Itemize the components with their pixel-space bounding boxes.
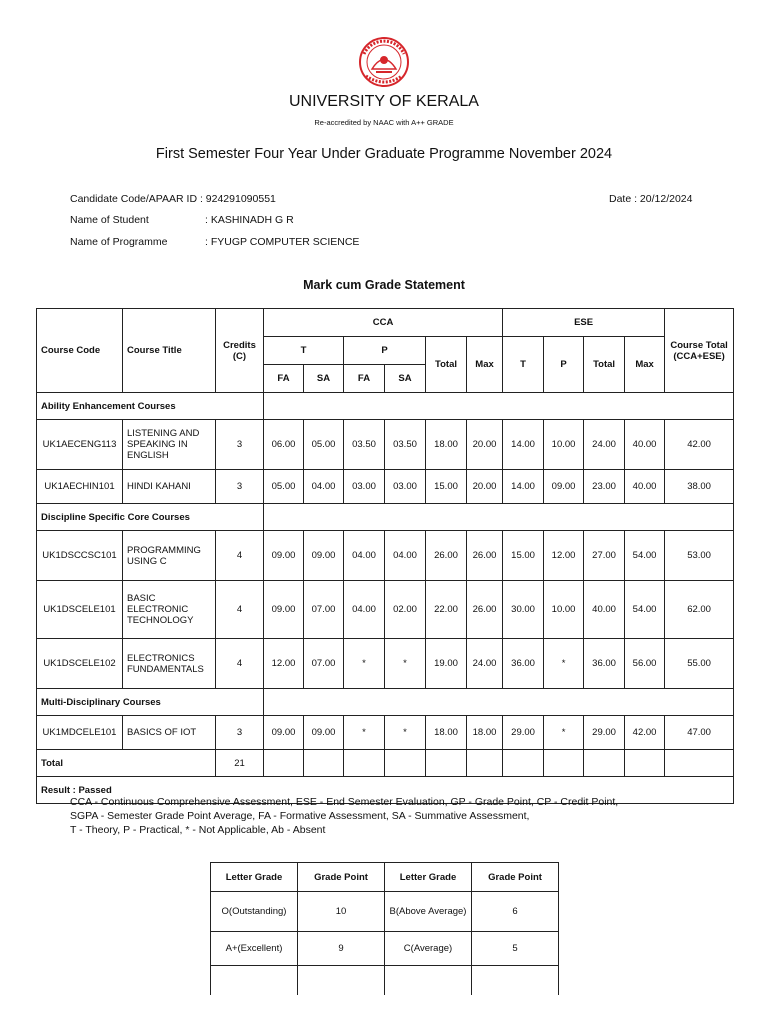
university-seal-logo <box>358 36 410 88</box>
header-course-total: Course Total (CCA+ESE) <box>665 309 734 393</box>
header-ese-t: T <box>503 337 544 393</box>
course-total: 42.00 <box>665 420 734 470</box>
header-cca-t: T <box>264 337 344 365</box>
ese-max: 56.00 <box>625 639 665 689</box>
p-sa: 02.00 <box>385 581 426 639</box>
ese-t: 15.00 <box>503 531 544 581</box>
accreditation-text: Re-accredited by NAAC with A++ GRADE <box>314 118 454 127</box>
ese-t: 30.00 <box>503 581 544 639</box>
ese-t: 29.00 <box>503 716 544 750</box>
marks-table <box>36 308 734 804</box>
ese-p: 09.00 <box>544 470 584 504</box>
t-fa: 12.00 <box>264 639 304 689</box>
course-total: 62.00 <box>665 581 734 639</box>
cca-total: 15.00 <box>426 470 467 504</box>
grade-cell: C(Average) <box>385 932 472 966</box>
cca-max: 20.00 <box>467 470 503 504</box>
cca-total: 22.00 <box>426 581 467 639</box>
header-ese-total: Total <box>584 337 625 393</box>
total-label: Total <box>37 750 216 777</box>
p-sa: 04.00 <box>385 531 426 581</box>
cca-total: 26.00 <box>426 531 467 581</box>
header-cca-max: Max <box>467 337 503 393</box>
ese-total: 29.00 <box>584 716 625 750</box>
section-title: Multi-Disciplinary Courses <box>37 689 264 716</box>
p-fa: * <box>344 639 385 689</box>
course-code: UK1DSCCSC101 <box>37 531 123 581</box>
course-total: 53.00 <box>665 531 734 581</box>
header-t-fa: FA <box>264 365 304 393</box>
exam-title: First Semester Four Year Under Graduate Programme November 2024 <box>155 146 613 162</box>
ese-p: 12.00 <box>544 531 584 581</box>
cca-total: 19.00 <box>426 639 467 689</box>
p-fa: 04.00 <box>344 531 385 581</box>
programme-value: : FYUGP COMPUTER SCIENCE <box>205 236 360 248</box>
cca-max: 24.00 <box>467 639 503 689</box>
t-sa: 09.00 <box>304 531 344 581</box>
t-fa: 09.00 <box>264 716 304 750</box>
grade-header: Grade Point <box>472 863 559 892</box>
ese-total: 40.00 <box>584 581 625 639</box>
ese-t: 36.00 <box>503 639 544 689</box>
course-title: PROGRAMMING USING C <box>123 531 216 581</box>
student-name-value: : KASHINADH G R <box>205 214 294 226</box>
course-code: UK1DSCELE101 <box>37 581 123 639</box>
grade-cell: 5 <box>472 932 559 966</box>
ese-max: 40.00 <box>625 420 665 470</box>
t-fa: 09.00 <box>264 581 304 639</box>
course-total: 47.00 <box>665 716 734 750</box>
grade-header: Letter Grade <box>385 863 472 892</box>
abbreviation-notes <box>70 795 618 837</box>
t-sa: 05.00 <box>304 420 344 470</box>
table-row <box>37 639 734 689</box>
table-row <box>37 420 734 470</box>
header-ese: ESE <box>503 309 665 337</box>
statement-date: Date : 20/12/2024 <box>609 193 693 205</box>
p-sa: * <box>385 716 426 750</box>
t-sa: 09.00 <box>304 716 344 750</box>
grade-header: Letter Grade <box>211 863 298 892</box>
cca-max: 26.00 <box>467 581 503 639</box>
credits: 3 <box>216 470 264 504</box>
header-cca: CCA <box>264 309 503 337</box>
ese-total: 27.00 <box>584 531 625 581</box>
grade-cell <box>211 966 298 996</box>
ese-max: 54.00 <box>625 581 665 639</box>
header-p-fa: FA <box>344 365 385 393</box>
header-cca-p: P <box>344 337 426 365</box>
course-code: UK1AECENG113 <box>37 420 123 470</box>
course-code: UK1DSCELE102 <box>37 639 123 689</box>
table-row <box>37 470 734 504</box>
credits: 4 <box>216 581 264 639</box>
t-sa: 07.00 <box>304 581 344 639</box>
ese-total: 23.00 <box>584 470 625 504</box>
ese-t: 14.00 <box>503 470 544 504</box>
programme-label: Name of Programme <box>70 236 168 248</box>
course-title: LISTENING AND SPEAKING IN ENGLISH <box>123 420 216 470</box>
grade-cell: 6 <box>472 892 559 932</box>
ese-p: * <box>544 716 584 750</box>
grade-row <box>211 892 559 932</box>
header-ese-p: P <box>544 337 584 393</box>
total-credits: 21 <box>216 750 264 777</box>
ese-p: 10.00 <box>544 581 584 639</box>
grade-header: Grade Point <box>298 863 385 892</box>
section-title: Discipline Specific Core Courses <box>37 504 264 531</box>
grade-cell <box>385 966 472 996</box>
grade-cell: A+(Excellent) <box>211 932 298 966</box>
header-course-code: Course Code <box>37 309 123 393</box>
ese-p: 10.00 <box>544 420 584 470</box>
note-line: T - Theory, P - Practical, * - Not Applicable, Ab - Absent <box>70 824 326 836</box>
grade-cell: 9 <box>298 932 385 966</box>
cca-max: 18.00 <box>467 716 503 750</box>
header-credits: Credits (C) <box>216 309 264 393</box>
credits: 3 <box>216 716 264 750</box>
section-title: Ability Enhancement Courses <box>37 393 264 420</box>
p-fa: 04.00 <box>344 581 385 639</box>
cca-total: 18.00 <box>426 420 467 470</box>
grade-table <box>210 862 559 995</box>
header-cca-total: Total <box>426 337 467 393</box>
ese-total: 36.00 <box>584 639 625 689</box>
cca-max: 20.00 <box>467 420 503 470</box>
p-fa: * <box>344 716 385 750</box>
p-fa: 03.00 <box>344 470 385 504</box>
p-fa: 03.50 <box>344 420 385 470</box>
course-title: HINDI KAHANI <box>123 470 216 504</box>
note-line: CCA - Continuous Comprehensive Assessment, ESE - End Semester Evaluation, GP - Grade Point, CP - Credit Point, <box>70 796 619 808</box>
table-row <box>37 716 734 750</box>
grade-row <box>211 932 559 966</box>
p-sa: 03.00 <box>385 470 426 504</box>
ese-max: 54.00 <box>625 531 665 581</box>
grade-cell <box>472 966 559 996</box>
table-row <box>37 581 734 639</box>
student-name-label: Name of Student <box>70 214 149 226</box>
course-title: BASICS OF IOT <box>123 716 216 750</box>
statement-title: Mark cum Grade Statement <box>303 278 465 292</box>
credits: 4 <box>216 639 264 689</box>
grade-cell: B(Above Average) <box>385 892 472 932</box>
t-fa: 09.00 <box>264 531 304 581</box>
course-total: 55.00 <box>665 639 734 689</box>
t-sa: 04.00 <box>304 470 344 504</box>
grade-cell: O(Outstanding) <box>211 892 298 932</box>
ese-p: * <box>544 639 584 689</box>
ese-max: 40.00 <box>625 470 665 504</box>
header-p-sa: SA <box>385 365 426 393</box>
credits: 3 <box>216 420 264 470</box>
grade-cell: 10 <box>298 892 385 932</box>
course-title: ELECTRONICS FUNDAMENTALS <box>123 639 216 689</box>
p-sa: * <box>385 639 426 689</box>
cca-total: 18.00 <box>426 716 467 750</box>
ese-t: 14.00 <box>503 420 544 470</box>
t-fa: 06.00 <box>264 420 304 470</box>
course-code: UK1AECHIN101 <box>37 470 123 504</box>
result-text: Result : Passed <box>37 777 734 804</box>
cca-max: 26.00 <box>467 531 503 581</box>
ese-total: 24.00 <box>584 420 625 470</box>
p-sa: 03.50 <box>385 420 426 470</box>
header-ese-max: Max <box>625 337 665 393</box>
credits: 4 <box>216 531 264 581</box>
grade-cell <box>298 966 385 996</box>
course-title: BASIC ELECTRONIC TECHNOLOGY <box>123 581 216 639</box>
ese-max: 42.00 <box>625 716 665 750</box>
candidate-code: Candidate Code/APAAR ID : 924291090551 <box>70 193 276 205</box>
t-fa: 05.00 <box>264 470 304 504</box>
header-course-title: Course Title <box>123 309 216 393</box>
table-row <box>37 531 734 581</box>
total-row <box>37 750 734 777</box>
grade-row <box>211 966 559 996</box>
header-t-sa: SA <box>304 365 344 393</box>
course-code: UK1MDCELE101 <box>37 716 123 750</box>
university-name: UNIVERSITY OF KERALA <box>289 93 479 110</box>
t-sa: 07.00 <box>304 639 344 689</box>
note-line: SGPA - Semester Grade Point Average, FA - Formative Assessment, SA - Summative Assessment, <box>70 810 530 822</box>
course-total: 38.00 <box>665 470 734 504</box>
